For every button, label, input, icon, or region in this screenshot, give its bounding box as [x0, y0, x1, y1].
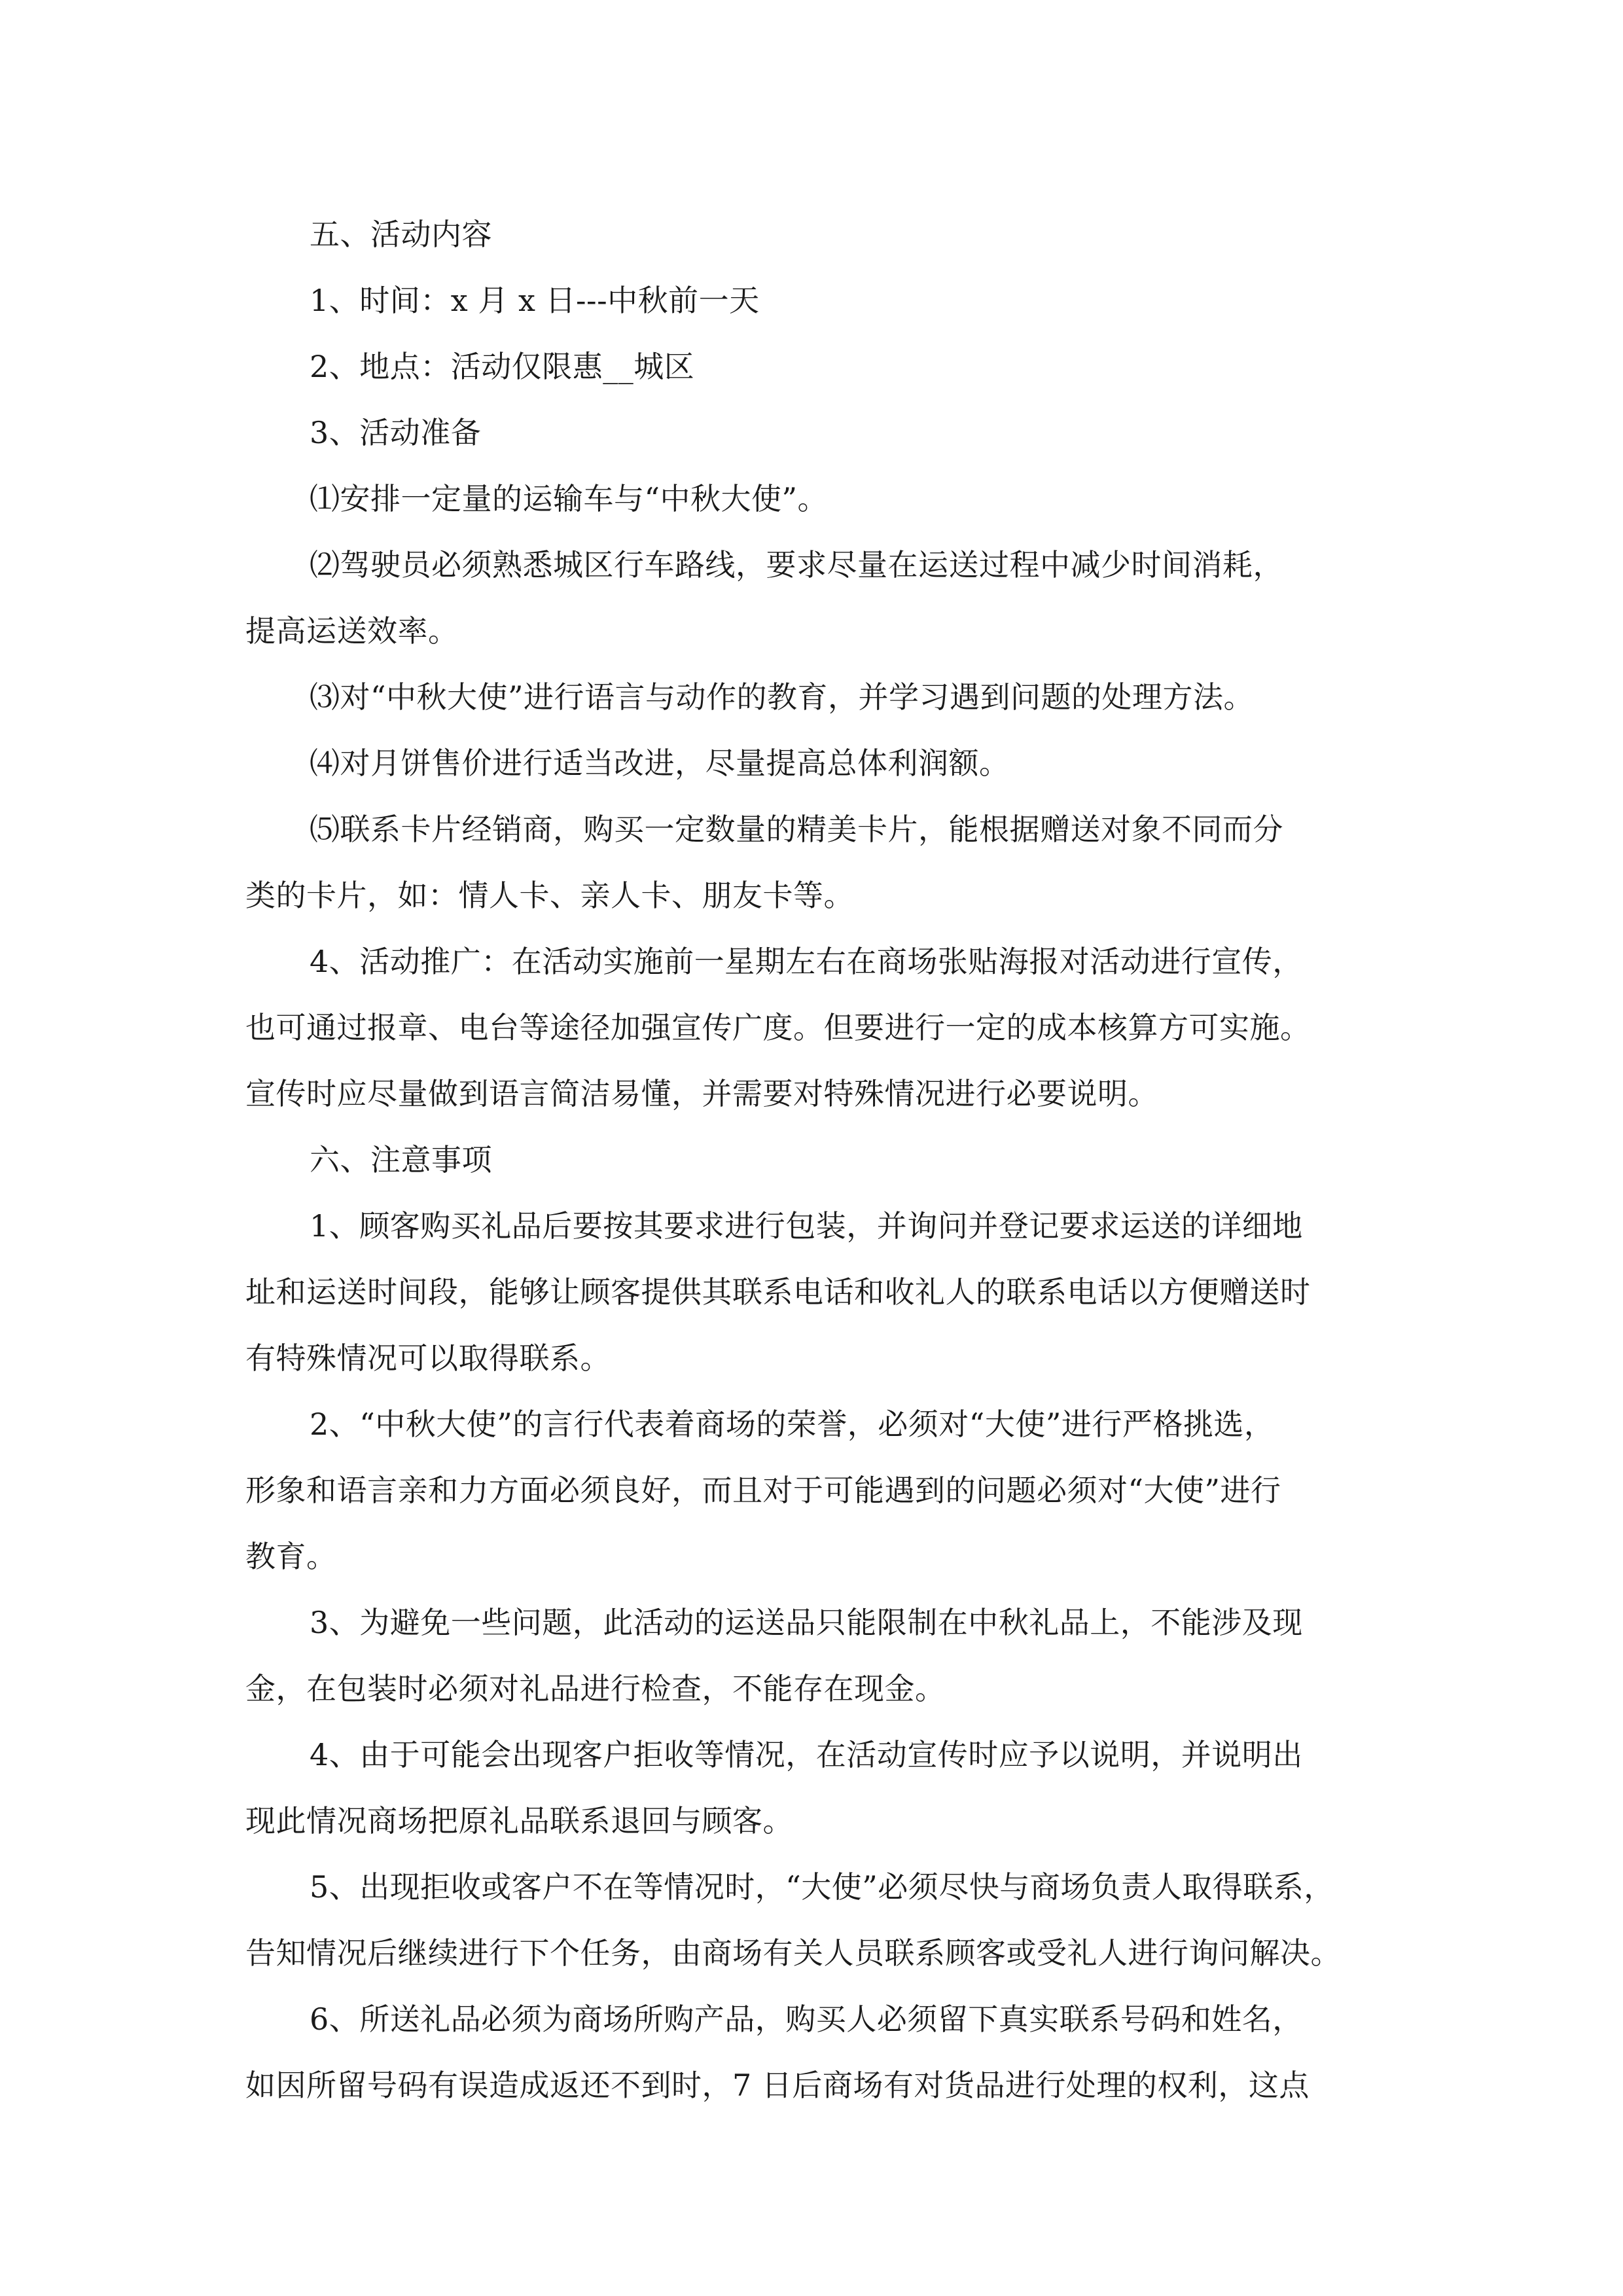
paragraph-line: ⑴安排一定量的运输车与“中秋大使”。 — [310, 481, 829, 516]
paragraph-line: 类的卡片，如：情人卡、亲人卡、朋友卡等。 — [245, 878, 854, 913]
paragraph-line: 1、顾客购买礼品后要按其要求进行包装，并询问并登记要求运送的详细地 — [310, 1208, 1303, 1244]
paragraph-line: 2、“中秋大使”的言行代表着商场的荣誉，必须对“大使”进行严格挑选， — [310, 1407, 1275, 1442]
section-heading-notes: 六、注意事项 — [310, 1142, 492, 1177]
paragraph-line: ⑵驾驶员必须熟悉城区行车路线，要求尽量在运送过程中减少时间消耗， — [310, 547, 1283, 583]
paragraph-line: 1、时间：x 月 x 日---中秋前一天 — [310, 283, 760, 318]
paragraph-line: 4、由于可能会出现客户拒收等情况，在活动宣传时应予以说明，并说明出 — [310, 1737, 1303, 1772]
paragraph-line: 2、地点：活动仅限惠__城区 — [310, 349, 695, 384]
paragraph-line: 5、出现拒收或客户不在等情况时，“大使”必须尽快与商场负责人取得联系， — [310, 1869, 1334, 1905]
paragraph-line: 告知情况后继续进行下个任务，由商场有关人员联系顾客或受礼人进行询问解决。 — [245, 1935, 1341, 1971]
paragraph-line: 4、活动推广：在活动实施前一星期左右在商场张贴海报对活动进行宣传， — [310, 944, 1303, 979]
paragraph-line: 址和运送时间段，能够让顾客提供其联系电话和收礼人的联系电话以方便赠送时 — [245, 1274, 1311, 1310]
paragraph-line: 宣传时应尽量做到语言简洁易懂，并需要对特殊情况进行必要说明。 — [245, 1076, 1158, 1111]
paragraph-line: 金，在包装时必须对礼品进行检查，不能存在现金。 — [245, 1671, 946, 1706]
paragraph-line: 形象和语言亲和力方面必须良好，而且对于可能遇到的问题必须对“大使”进行 — [245, 1473, 1281, 1508]
paragraph-line: 也可通过报章、电台等途径加强宣传广度。但要进行一定的成本核算方可实施。 — [245, 1010, 1311, 1045]
paragraph-line: 3、为避免一些问题，此活动的运送品只能限制在中秋礼品上，不能涉及现 — [310, 1605, 1303, 1640]
paragraph-line: ⑷对月饼售价进行适当改进，尽量提高总体利润额。 — [310, 745, 1010, 781]
paragraph-line: 6、所送礼品必须为商场所购产品，购买人必须留下真实联系号码和姓名， — [310, 2001, 1303, 2037]
paragraph-line: 有特殊情况可以取得联系。 — [245, 1340, 611, 1376]
section-heading-activity-content: 五、活动内容 — [310, 217, 492, 252]
paragraph-line: 提高运送效率。 — [245, 613, 459, 649]
paragraph-line: ⑶对“中秋大使”进行语言与动作的教育，并学习遇到问题的处理方法。 — [310, 679, 1255, 715]
paragraph-line: 如因所留号码有误造成返还不到时，7 日后商场有对货品进行处理的权利，这点 — [245, 2068, 1310, 2103]
paragraph-line: 3、活动准备 — [310, 415, 482, 450]
document-page — [245, 203, 1384, 2120]
paragraph-line: 现此情况商场把原礼品联系退回与顾客。 — [245, 1803, 793, 1839]
paragraph-line: ⑸联系卡片经销商，购买一定数量的精美卡片，能根据赠送对象不同而分 — [310, 812, 1283, 847]
paragraph-line: 教育。 — [245, 1539, 337, 1574]
